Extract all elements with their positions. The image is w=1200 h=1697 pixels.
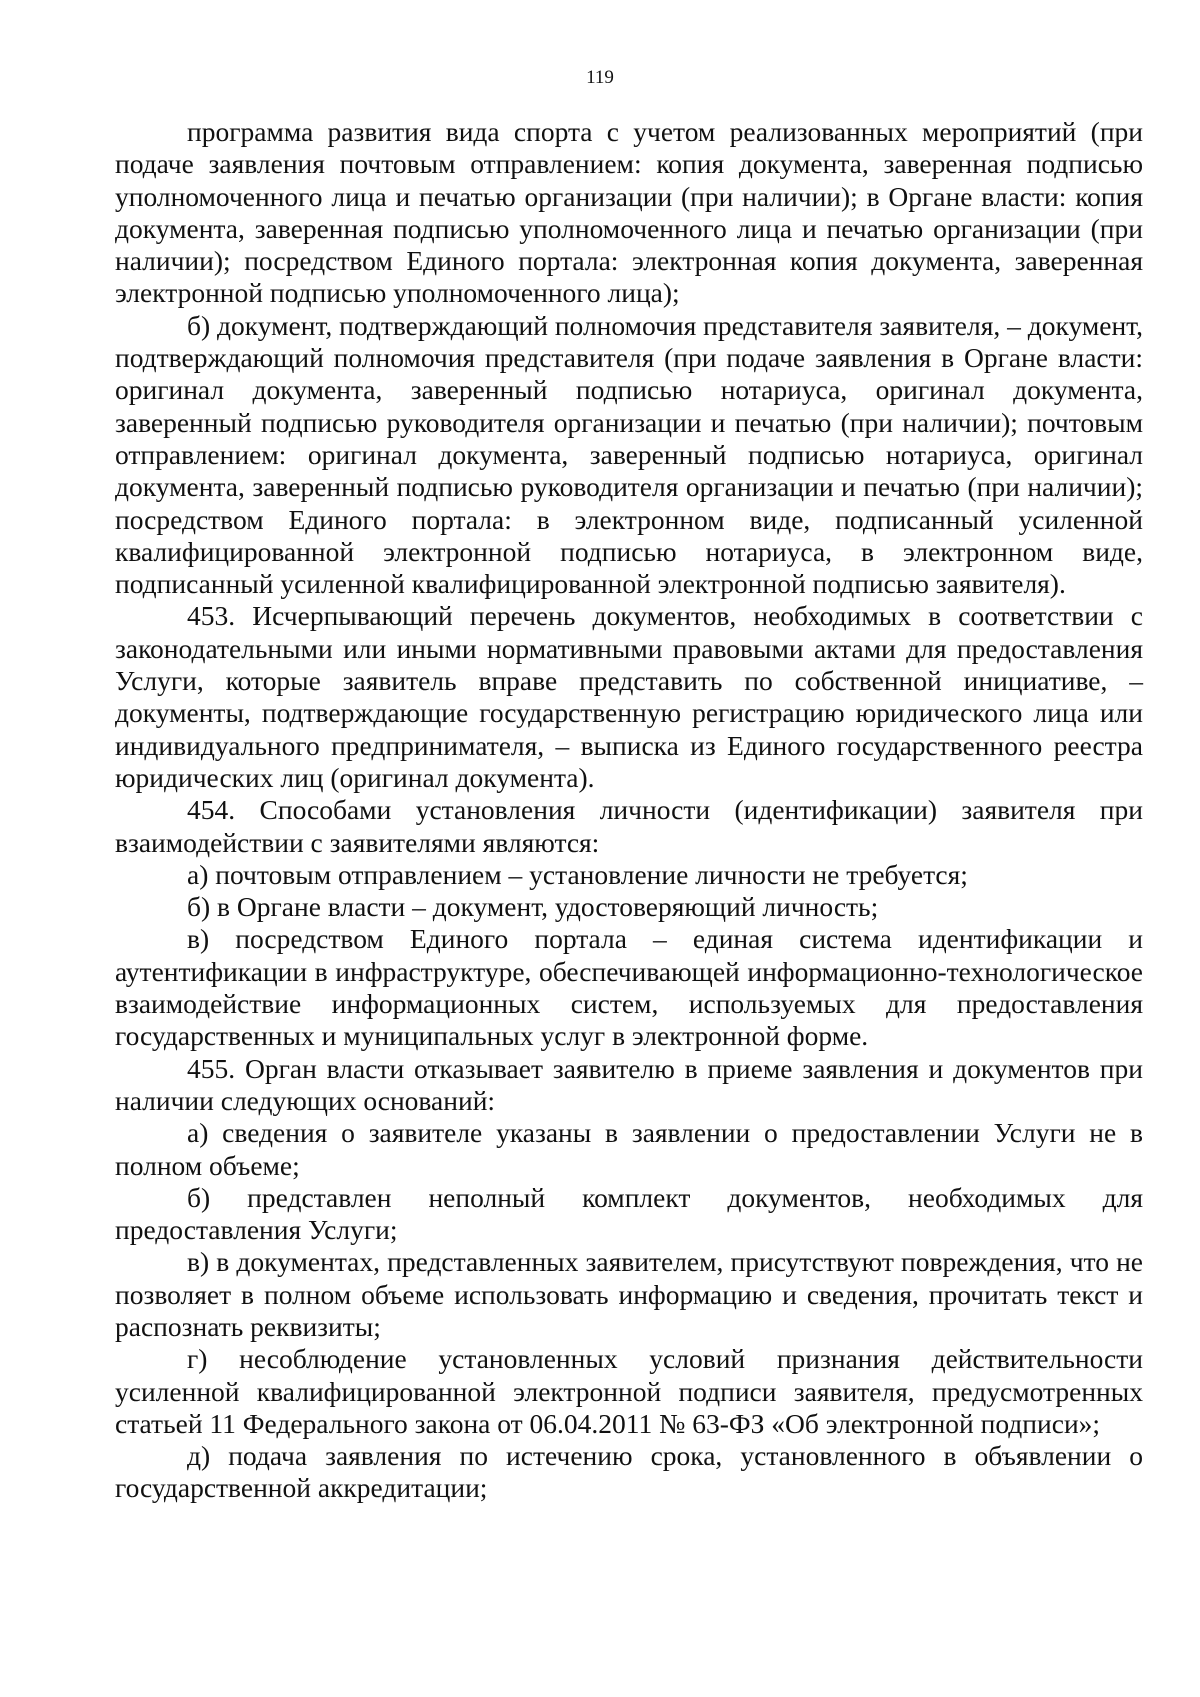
document-body xyxy=(115,116,1143,1505)
paragraph-455-g: г) несоблюдение установленных условий признания действительности усиленной квалифицированной электронной подписи заявителя, предусмотренных статьей 11 Федерального закона от 06.04.2011 № 63-ФЗ «Об электронной подписи»; xyxy=(115,1343,1143,1439)
paragraph-454-v: в) посредством Единого портала – единая система идентификации и аутентификации в инфраструктуре, обеспечивающей информационно-технологическое взаимодействие информационных систем, используемых для предоставления государственных и муниципальных услуг в электронной форме. xyxy=(115,923,1143,1052)
paragraph-455: 455. Орган власти отказывает заявителю в приеме заявления и документов при наличии следующих оснований: xyxy=(115,1052,1143,1116)
paragraph-representative-authority: б) документ, подтверждающий полномочия представителя заявителя, – документ, подтверждающий полномочия представителя (при подаче заявления в Органе власти: оригинал документа, заверенный подписью нотариуса, оригинал документа, заверенный подписью руководителя организации и печатью (при наличии); почтовым отправлением: оригинал документа, заверенный подписью нотариуса, оригинал документа, заверенный подписью руководителя организации и печатью (при наличии); посредством Единого портала: в электронном виде, подписанный усиленной квалифицированной электронной подписью нотариуса, в электронном виде, подписанный усиленной квалифицированной электронной подписью заявителя). xyxy=(115,309,1144,600)
paragraph-455-a: а) сведения о заявителе указаны в заявлении о предоставлении Услуги не в полном объеме; xyxy=(115,1117,1143,1181)
paragraph-454-a: а) почтовым отправлением – установление личности не требуется; xyxy=(187,858,968,890)
paragraph-453: 453. Исчерпывающий перечень документов, необходимых в соответствии с законодательными или иными нормативными правовыми актами для предоставления Услуги, которые заявитель вправе представить по собственной инициативе, – документы, подтверждающие государственную регистрацию юридического лица или индивидуального предпринимателя, – выписка из Единого государственного реестра юридических лиц (оригинал документа). xyxy=(115,600,1143,793)
paragraph-program-development: программа развития вида спорта с учетом реализованных мероприятий (при подаче заявления почтовым отправлением: копия документа, заверенная подписью уполномоченного лица и печатью организации (при наличии); в Органе власти: копия документа, заверенная подписью уполномоченного лица и печатью организации (при наличии); посредством Единого портала: электронная копия документа, заверенная электронной подписью уполномоченного лица); xyxy=(115,116,1143,309)
page-number: 119 xyxy=(586,67,614,88)
paragraph-455-b: б) представлен неполный комплект документов, необходимых для предоставления Услуги; xyxy=(115,1181,1143,1246)
paragraph-455-v: в) в документах, представленных заявителем, присутствуют повреждения, что не позволяет в полном объеме использовать информацию и сведения, прочитать текст и распознать реквизиты; xyxy=(115,1246,1143,1342)
paragraph-455-d: д) подача заявления по истечению срока, установленного в объявлении о государственной аккредитации; xyxy=(115,1440,1143,1504)
paragraph-454: 454. Способами установления личности (идентификации) заявителя при взаимодействии с заявителями являются: xyxy=(115,794,1143,858)
paragraph-454-b: б) в Органе власти – документ, удостоверяющий личность; xyxy=(187,891,879,923)
